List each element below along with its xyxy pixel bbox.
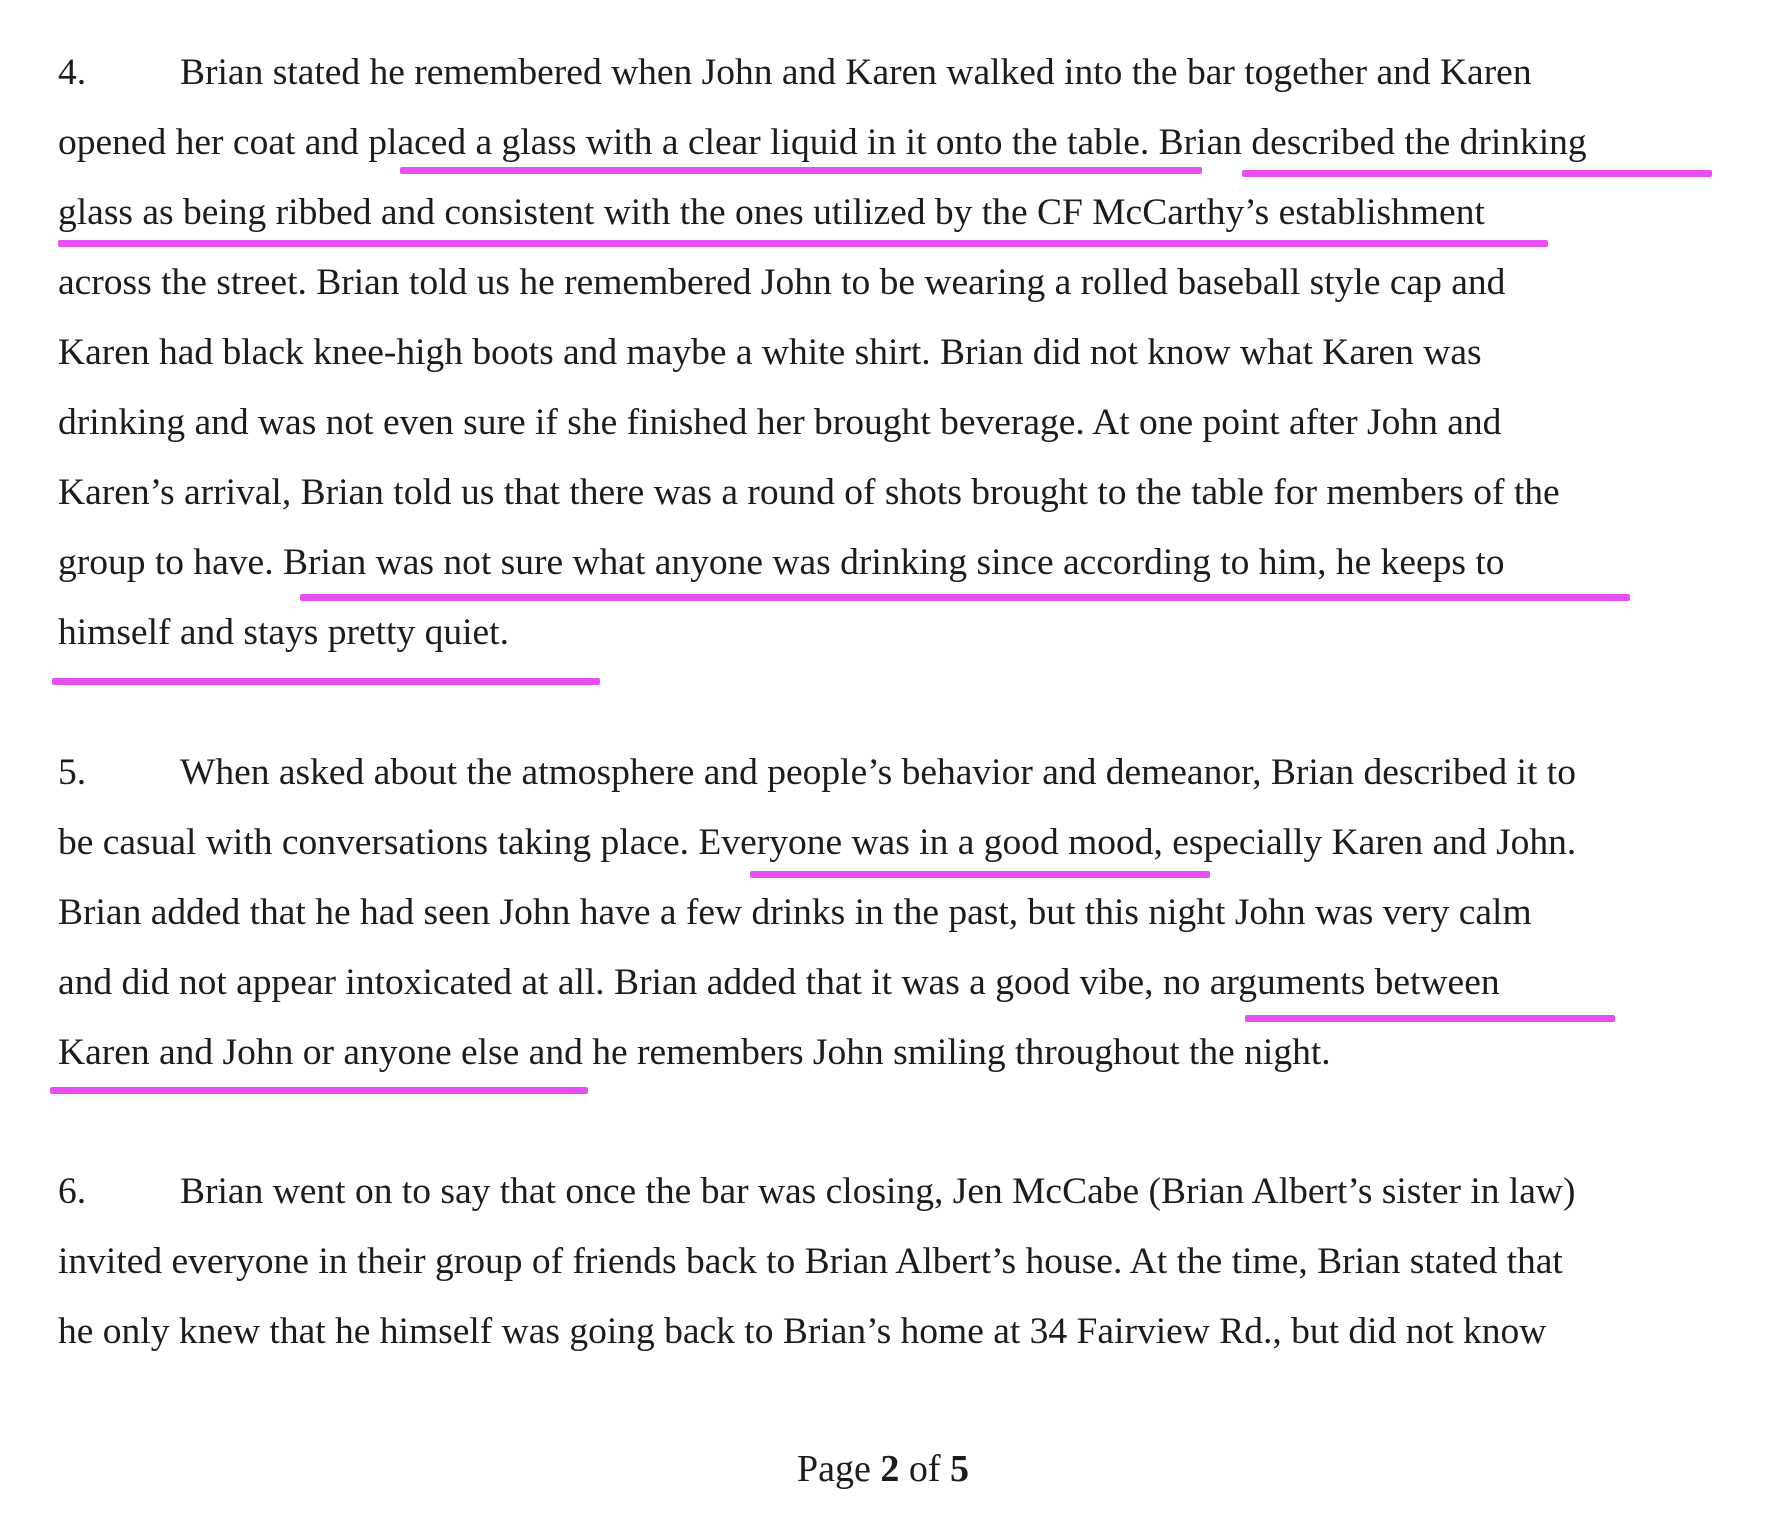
text-line [58, 1167, 1576, 1217]
paragraph-number: 5. [58, 752, 87, 793]
text-line: group to have. Brian was not sure what anyone was drinking since according to him, he keeps to [58, 542, 1505, 583]
line-text: When asked about the atmosphere and people’s behavior and demeanor, Brian described it to [180, 752, 1576, 793]
footer-total-pages: 5 [950, 1448, 970, 1490]
footer-page-word: Page [796, 1448, 871, 1490]
text-line: Karen had black knee-high boots and maybe a white shirt. Brian did not know what Karen was [58, 332, 1482, 373]
text-line [58, 748, 1576, 798]
paragraph-number: 6. [58, 1171, 87, 1212]
text-line: Karen and John or anyone else and he remembers John smiling throughout the night. [58, 1032, 1331, 1073]
text-line: across the street. Brian told us he remembered John to be wearing a rolled baseball style cap and [58, 262, 1506, 303]
highlight-underline [58, 240, 1548, 247]
text-line: be casual with conversations taking place. Everyone was in a good mood, especially Karen and John. [58, 822, 1577, 863]
text-line: glass as being ribbed and consistent with the ones utilized by the CF McCarthy’s establishment [58, 192, 1485, 233]
text-line: he only knew that he himself was going back to Brian’s home at 34 Fairview Rd., but did not know [58, 1311, 1547, 1352]
text-line: invited everyone in their group of friends back to Brian Albert’s house. At the time, Brian stated that [58, 1241, 1563, 1282]
highlight-underline [300, 594, 1630, 601]
text-line: opened her coat and placed a glass with a clear liquid in it onto the table. Brian described the drinking [58, 122, 1587, 163]
highlight-underline [1245, 1015, 1615, 1022]
footer-of-word: of [908, 1448, 941, 1490]
text-line: and did not appear intoxicated at all. Brian added that it was a good vibe, no arguments between [58, 962, 1500, 1003]
text-line: Karen’s arrival, Brian told us that there was a round of shots brought to the table for members of the [58, 472, 1560, 513]
line-text: Brian stated he remembered when John and Karen walked into the bar together and Karen [180, 52, 1532, 93]
text-line: Brian added that he had seen John have a few drinks in the past, but this night John was very calm [58, 892, 1532, 933]
text-line: drinking and was not even sure if she finished her brought beverage. At one point after John and [58, 402, 1502, 443]
text-line: himself and stays pretty quiet. [58, 612, 509, 653]
text-line [58, 48, 1532, 98]
line-text: Brian went on to say that once the bar was closing, Jen McCabe (Brian Albert’s sister in law) [180, 1171, 1576, 1212]
highlight-underline [750, 871, 1210, 878]
highlight-underline [52, 678, 600, 685]
paragraph-number: 4. [58, 52, 87, 93]
highlight-underline [50, 1087, 588, 1094]
footer-current-page: 2 [880, 1448, 900, 1490]
highlight-underline [400, 167, 1202, 174]
page-footer [0, 1444, 1766, 1494]
highlight-underline [1242, 170, 1712, 177]
